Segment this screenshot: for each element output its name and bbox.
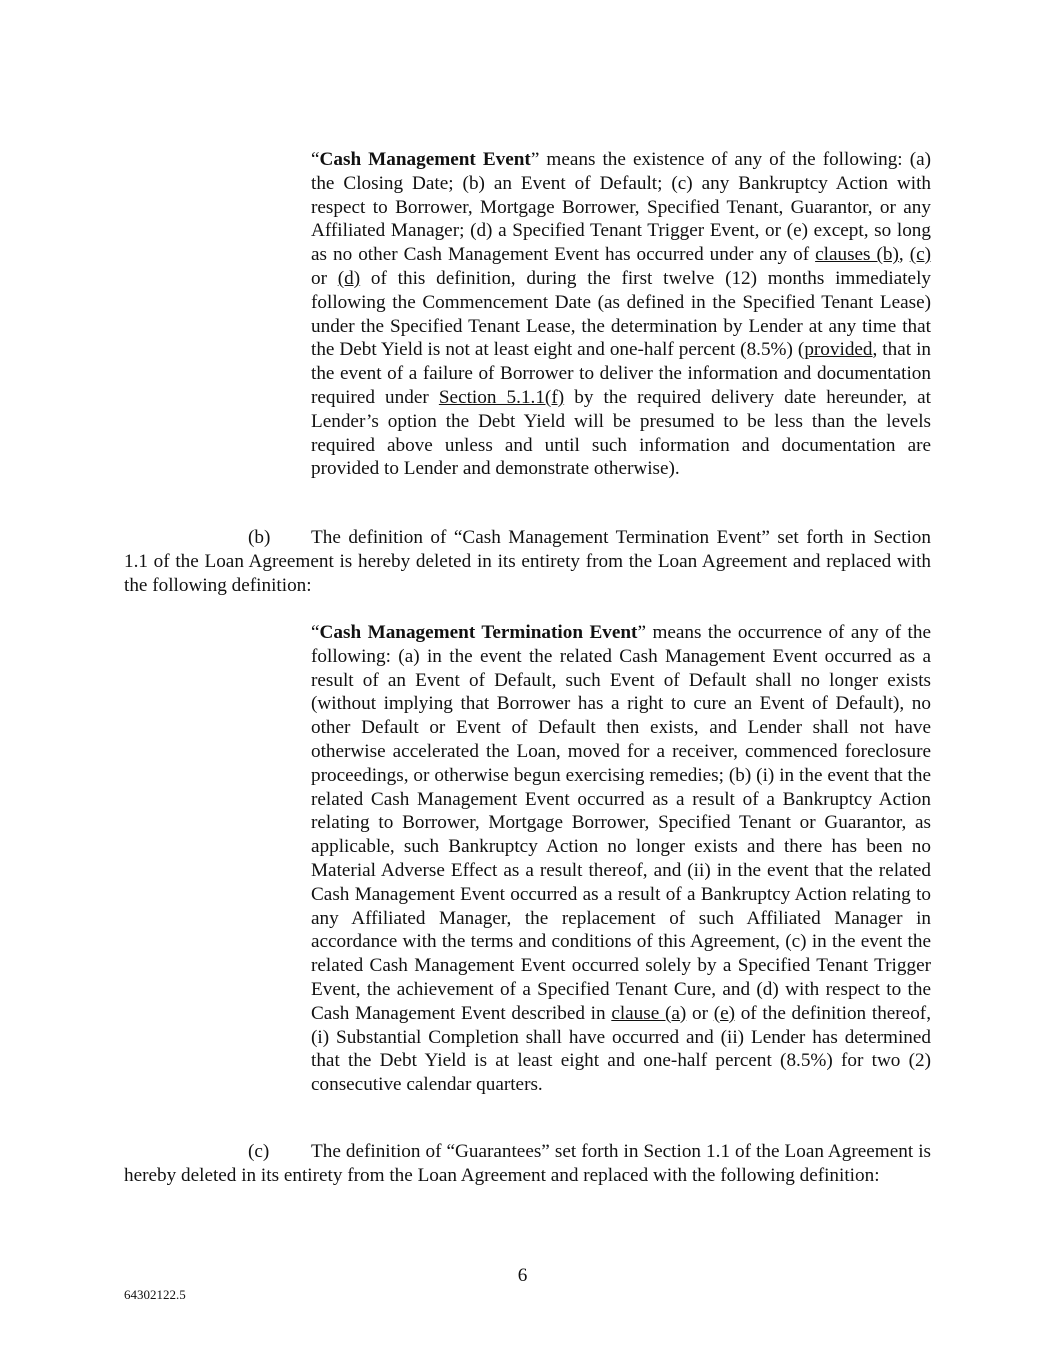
open-quote: “ xyxy=(311,622,320,643)
definition-cash-management-event xyxy=(311,148,931,481)
close-quote: ” xyxy=(637,622,646,643)
definition-text: of the definition thereof, (i) Substantial Completion shall have occurred and (ii) Lender has determined that the Debt Yield is at least eight and one-half percent (8.5%) for two (2) consecutive calendar quarters. xyxy=(311,1002,931,1096)
definition-text: means the occurrence of any of the following: (a) in the event the related Cash Management Event occurred as a result of an Event of Default, such Event of Default shall no longer exists (without implying that Borrower has a right to cure an Event of Default), no other Default or Event of Default then exists, and Lender shall not have otherwise accelerated the Loan, moved for a receiver, commenced foreclosure proceedings, or otherwise begun exercising remedies; (b) (i) in the event that the related Cash Management Event occurred as a result of a Bankruptcy Action relating to Borrower, Mortgage Borrower, Specified Tenant or Guarantor, as applicable, such Bankruptcy Action no longer exists and there has been no Material Adverse Effect as a result thereof, and (ii) in the event that the related Cash Management Event occurred as a result of a Bankruptcy Action relating to any Affiliated Manager, the replacement of such Affiliated Manager in accordance with the terms and conditions of this Agreement, (c) in the event the related Cash Management Event occurred solely by a Specified Tenant Trigger Event, the achievement of a Specified Tenant Cure, and (d) with respect to the Cash Management Event described in xyxy=(311,622,931,1024)
amendment-paragraph-c xyxy=(124,1140,931,1188)
definition-text: by the required delivery date hereunder, at Lender’s option the Debt Yield will be presumed to be less than the levels required above unless and until such information and documentation are provided to Lender and demonstrate otherwise). xyxy=(311,386,931,480)
separator: , xyxy=(898,244,910,266)
paragraph-text: The definition of “Cash Management Termination Event” set forth in Section 1.1 of the Loan Agreement is hereby deleted in its entirety from the Loan Agreement and replaced with the following definition: xyxy=(124,527,931,596)
paragraph-text: The definition of “Guarantees” set forth in Section 1.1 of the Loan Agreement is hereby deleted in its entirety from the Loan Agreement and replaced with the following definition: xyxy=(124,1141,931,1186)
proviso-term: provided xyxy=(804,339,873,361)
cross-reference: (e) xyxy=(713,1002,735,1024)
paragraph-label: (c) xyxy=(248,1141,270,1162)
defined-term: Cash Management Event xyxy=(319,149,531,170)
cross-reference: (c) xyxy=(909,244,932,266)
paragraph-label: (b) xyxy=(248,527,271,548)
document-id: 64302122.5 xyxy=(124,1287,186,1302)
cross-reference: (d) xyxy=(337,267,361,289)
definition-text: means the existence of any of the following: (a) the Closing Date; (b) an Event of Default; (c) any Bankruptcy Action with respect to Borrower, Mortgage Borrower, Specified Tenant, Guarantor, or any Affiliated Manager; (d) a Specified Tenant Trigger Event, or (e) except, so long as no other Cash Management Event has occurred under any of xyxy=(311,149,931,266)
page-number: 6 xyxy=(517,1265,528,1286)
cross-reference: clause (a) xyxy=(611,1002,687,1024)
open-quote: “ xyxy=(311,149,320,170)
amendment-paragraph-b xyxy=(124,526,931,597)
cross-reference: clauses (b) xyxy=(815,244,899,266)
definition-text: , that in the event of a failure of Borrower to deliver the information and documentation required under xyxy=(311,339,931,408)
cross-reference: Section 5.1.1(f) xyxy=(438,386,565,408)
separator: or xyxy=(311,267,338,289)
separator: or xyxy=(686,1002,714,1024)
definition-text: of this definition, during the first twelve (12) months immediately following the Commencement Date (as defined in the Specified Tenant Lease) under the Specified Tenant Lease, the determination by Lender at any time that the Debt Yield is not at least eight and one-half percent (8.5%) ( xyxy=(311,267,932,361)
defined-term: Cash Management Termination Event xyxy=(319,622,638,643)
definition-cash-management-termination-event xyxy=(311,621,931,1097)
close-quote: ” xyxy=(530,149,540,170)
